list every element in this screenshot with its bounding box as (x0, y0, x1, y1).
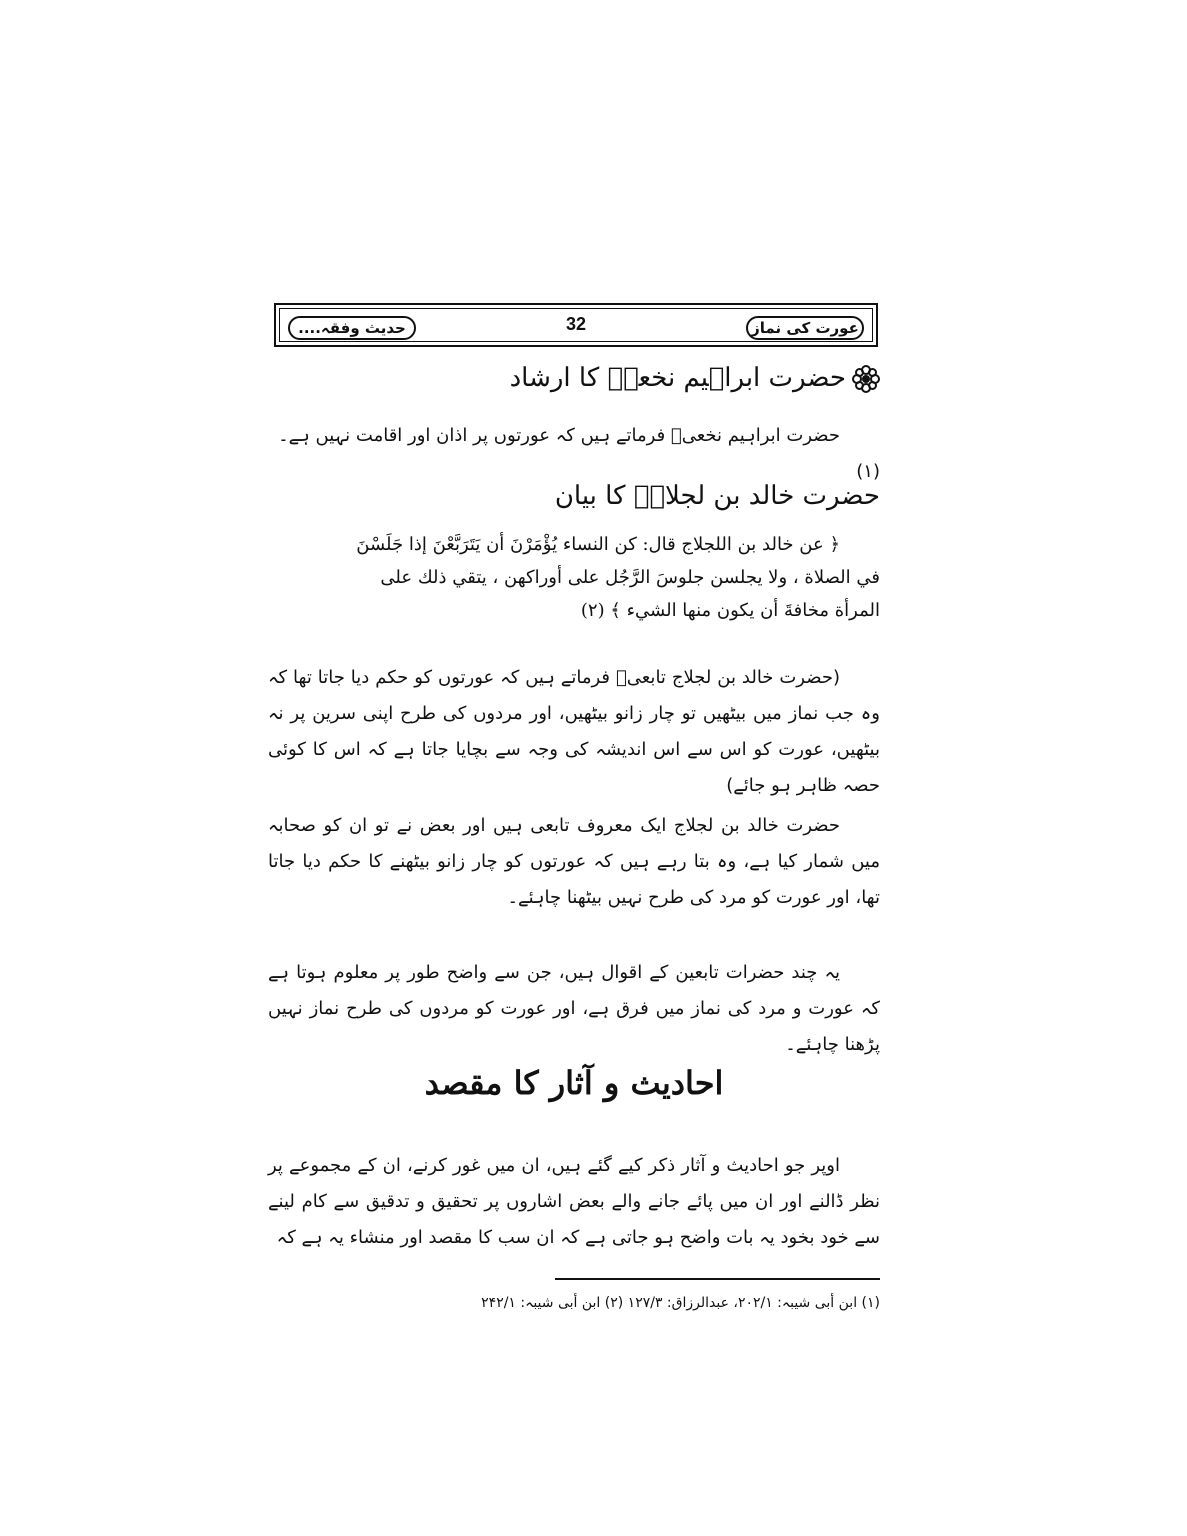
arabic-line: في الصلاة ، ولا يجلسن جلوسَ الرَّجُل على أوراكهن ، يتقي ذلك على (380, 567, 880, 588)
paragraph-summary: یہ چند حضرات تابعین کے اقوال ہیں، جن سے واضح طور پر معلوم ہوتا ہے کہ عورت و مرد کی نماز میں فرق ہے، اور عورت کو مردوں کی طرح نماز نہیں پڑھنا چاہئے۔ (268, 962, 880, 1055)
paragraph-purpose: اوپر جو احادیث و آثار ذکر کیے گئے ہیں، ان میں غور کرنے، ان کے مجموعے پر نظر ڈالنے اور ان میں پائے جانے والے بعض اشاروں پر تحقیق و تدقیق سے کام لینے سے خود بخود یہ بات واضح ہو جاتی ہے کہ ان سب کا مقصد اور منشاء یہ ہے کہ (268, 1155, 880, 1248)
section-heading-khalid: حضرت خالد بن لجلاجؒ کا بیان (554, 481, 880, 511)
arabic-hadith (268, 528, 880, 627)
paragraph-khalid-note: حضرت خالد بن لجلاج ایک معروف تابعی ہیں اور بعض نے تو ان کو صحابہ میں شمار کیا ہے، وہ بتا رہے ہیں کہ عورتوں کو چار زانو بیٹھنے کا حکم دیا جاتا تھا، اور عورت کو مرد کی طرح نہیں بیٹھنا چاہئے۔ (268, 815, 880, 908)
flower-ornament-icon (852, 365, 880, 393)
footnote-divider (555, 1278, 880, 1280)
section-heading-ibrahim (268, 358, 880, 398)
section-title: حضرت ابراہیم نخعیؒ کا ارشاد (509, 363, 846, 393)
arabic-line: المرأة مخافةَ أن يكون منها الشيء ﴾ (۲) (580, 600, 880, 621)
footnote: (۱) ابن أبی شیبہ: ۲۰۲/۱، عبدالرزاق: ۱۲۷/۳ (۲) ابن أبی شیبہ: ۲۴۲/۱ (481, 1295, 880, 1311)
translation-paragraph: (حضرت خالد بن لجلاج تابعیؒ فرماتے ہیں کہ عورتوں کو حکم دیا جاتا تھا کہ وہ جب نماز میں بیٹھیں تو چار زانو بیٹھیں، اور مردوں کی طرح اپنی سرین پر نہ بیٹھیں، عورت کو اس سے اس اندیشہ کی وجہ سے بچایا جاتا ہے کہ اس کا کوئی حصہ ظاہر ہو جائے) (268, 667, 880, 796)
arabic-line: ﴿ عن خالد بن اللجلاج قال: كن النساء يُؤْمَرْنَ أن يَتَرَبَّعْنَ إذا جَلَسْنَ (356, 534, 840, 555)
book-title-label: عورت کی نماز (746, 316, 864, 340)
page-header (274, 303, 878, 347)
paragraph-ibrahim: حضرت ابراہیم نخعیؒ فرماتے ہیں کہ عورتوں پر اذان اور اقامت نہیں ہے۔ (۱) (278, 425, 880, 482)
page-number: 32 (565, 314, 587, 334)
chapter-label: حدیث وفقہ.... (288, 316, 416, 340)
section-heading-purpose: احادیث و آثار کا مقصد (424, 1064, 724, 1102)
header-inner-frame (279, 308, 873, 342)
